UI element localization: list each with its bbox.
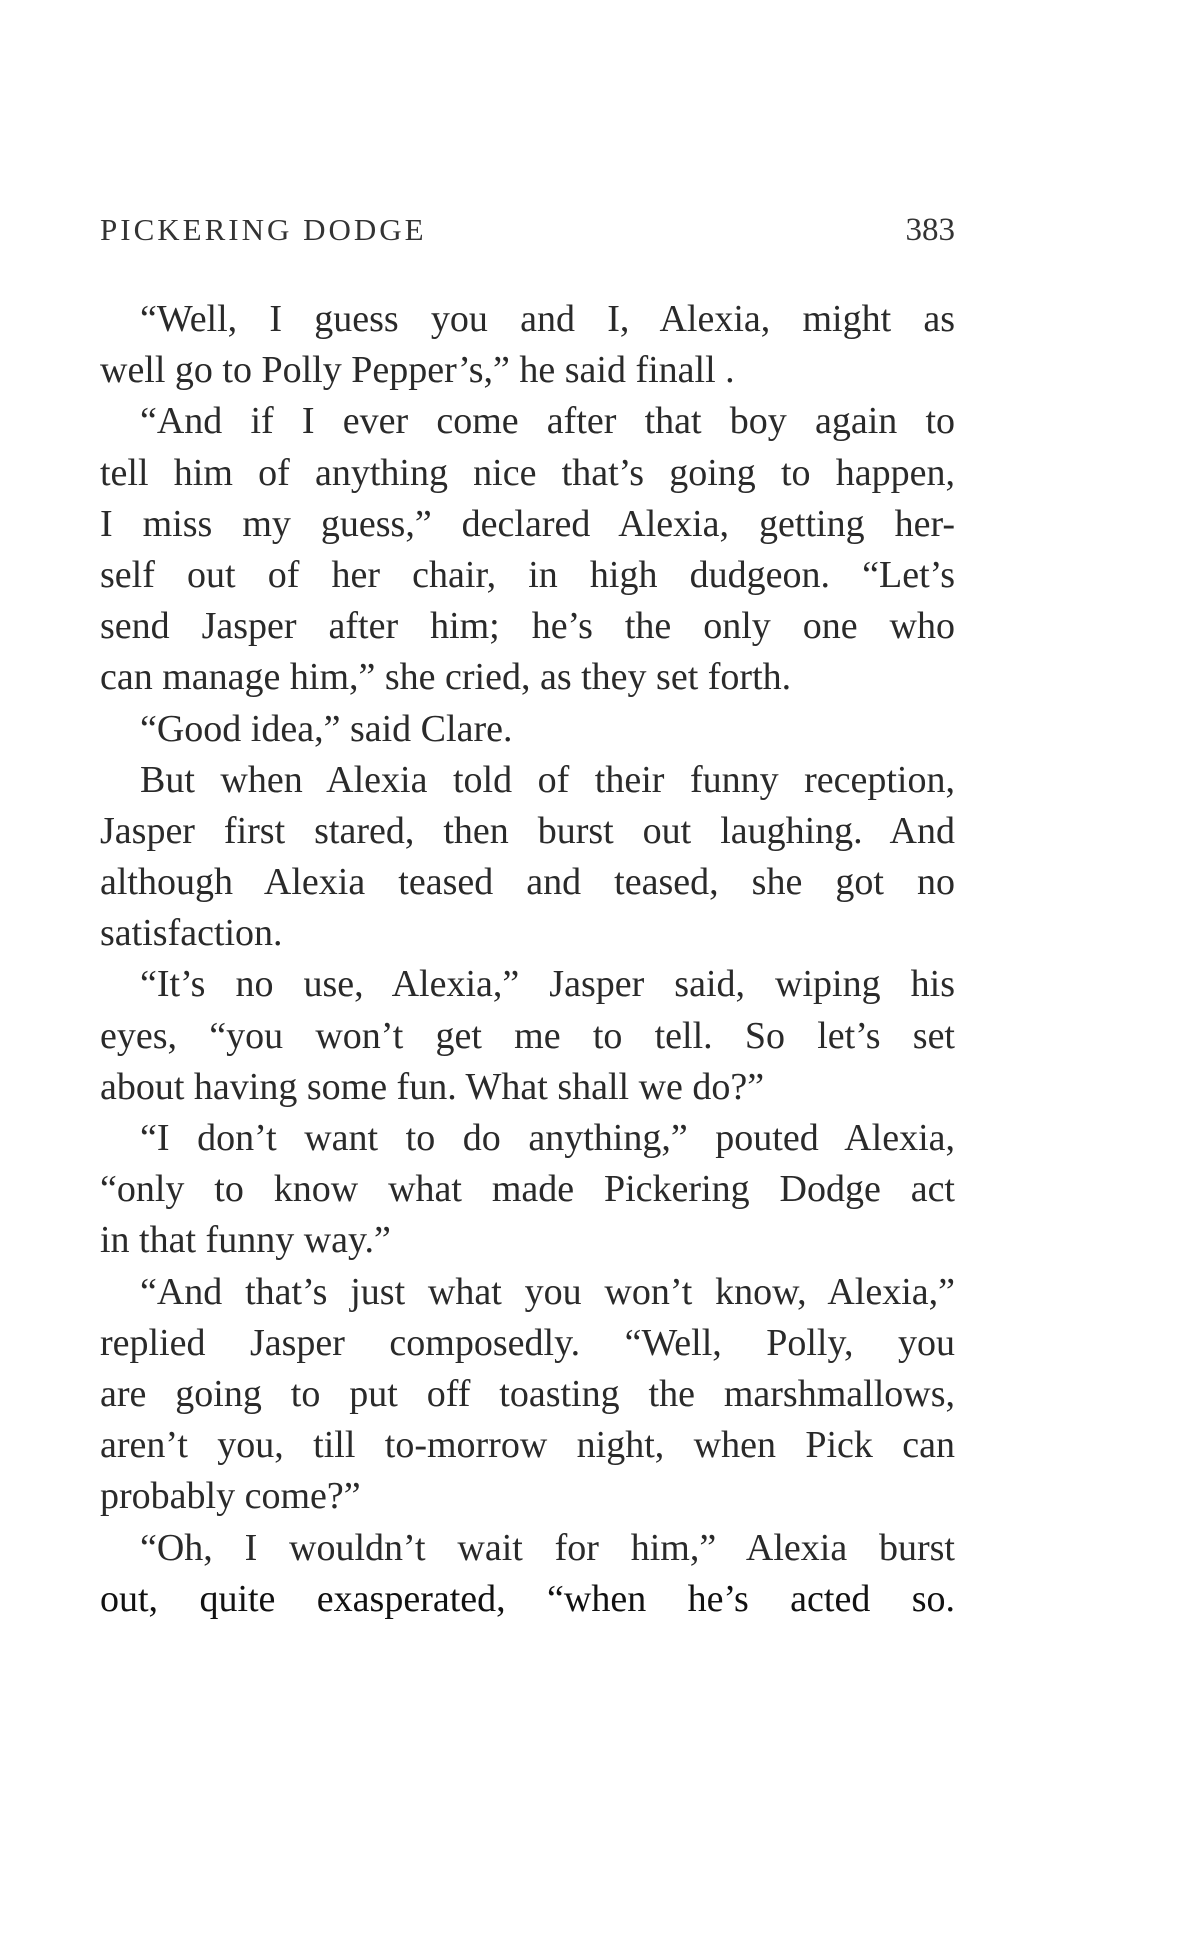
- text-line: “Oh, I wouldn’t wait for him,” Alexia burst: [140, 1526, 955, 1569]
- text-line: aren’t you, till to-morrow night, when Pick can: [100, 1424, 955, 1467]
- text-line: can manage him,” she cried, as they set forth.: [100, 656, 792, 699]
- text-line: probably come?”: [100, 1475, 361, 1518]
- text-line: “only to know what made Pickering Dodge act: [100, 1168, 955, 1211]
- text-line: self out of her chair, in high dudgeon. “Let’s: [100, 553, 955, 596]
- text-line: “And if I ever come after that boy again to: [140, 400, 955, 443]
- text-line: well go to Polly Pepper’s,” he said finall .: [100, 349, 735, 392]
- text-line: I miss my guess,” declared Alexia, getting her-: [100, 502, 955, 545]
- text-line: “I don’t want to do anything,” pouted Alexia,: [140, 1117, 955, 1159]
- text-line: out, quite exasperated, “when he’s acted so.: [100, 1577, 955, 1620]
- page-number: 383: [905, 212, 955, 248]
- text-line: satisfaction.: [100, 912, 283, 955]
- running-head: [100, 212, 955, 262]
- text-line: “And that’s just what you won’t know, Alexia,”: [140, 1270, 955, 1313]
- text-line: about having some fun. What shall we do?”: [100, 1065, 765, 1108]
- text-line: send Jasper after him; he’s the only one who: [100, 605, 955, 648]
- text-line: although Alexia teased and teased, she got no: [100, 861, 955, 904]
- text-line: replied Jasper composedly. “Well, Polly, you: [100, 1321, 955, 1364]
- body-text: [100, 294, 955, 1625]
- text-line: “Well, I guess you and I, Alexia, might as: [140, 298, 955, 340]
- text-line: Jasper first stared, then burst out laughing. And: [100, 809, 955, 852]
- text-line: “It’s no use, Alexia,” Jasper said, wiping his: [140, 963, 955, 1006]
- text-line: in that funny way.”: [100, 1219, 391, 1262]
- text-line: are going to put off toasting the marshmallows,: [100, 1372, 955, 1415]
- text-line: “Good idea,” said Clare.: [140, 707, 513, 750]
- text-line: eyes, “you won’t get me to tell. So let’s set: [100, 1014, 955, 1057]
- running-title: PICKERING DODGE: [100, 212, 427, 247]
- text-line: tell him of anything nice that’s going to happen,: [100, 451, 955, 494]
- text-line: But when Alexia told of their funny reception,: [140, 758, 955, 801]
